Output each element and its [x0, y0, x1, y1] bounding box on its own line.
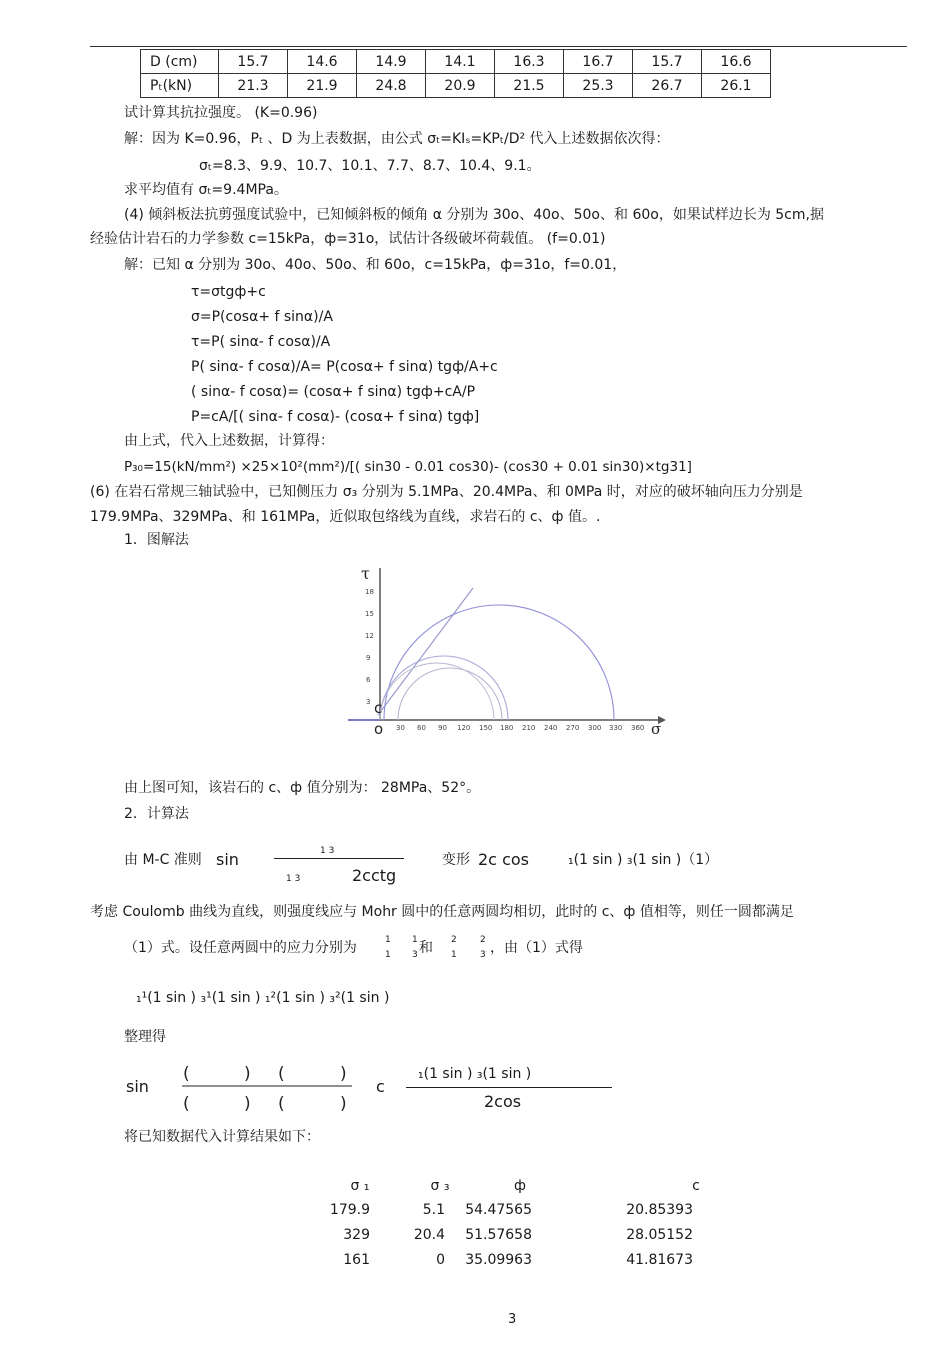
paren: ( — [278, 1094, 285, 1114]
result-header: σ ₁ — [350, 1178, 370, 1194]
table-row — [141, 74, 771, 98]
origin-label: o — [374, 720, 384, 738]
table-row-label: D (cm) — [141, 50, 219, 74]
table-cell: 14.1 — [426, 50, 495, 74]
text-line: （1）式。设任意两圆中的应力分别为 — [124, 940, 357, 956]
result-cell: 161 — [343, 1252, 370, 1268]
paren: ) — [244, 1094, 251, 1114]
x-tick-label: 270 — [566, 724, 580, 732]
paren: ) — [340, 1094, 347, 1114]
result-cell: 0 — [436, 1252, 445, 1268]
result-header: ф — [514, 1178, 526, 1194]
table-cell: 21.9 — [288, 74, 357, 98]
formula-sin: sin — [126, 1077, 149, 1096]
text-line: 由 M-C 准则 — [124, 852, 202, 868]
paren: ( — [183, 1064, 190, 1084]
y-tick-label: 3 — [366, 698, 371, 706]
text-line: σₜ=8.3、9.9、10.7、10.1、7.7、8.7、10.4、9.1。 — [199, 158, 541, 174]
y-tick-label: 18 — [365, 588, 374, 596]
table-cell: 14.9 — [357, 50, 426, 74]
result-cell: 20.4 — [413, 1227, 445, 1243]
text-line: (6) 在岩石常规三轴试验中，已知侧压力 σ₃ 分别为 5.1MPa、20.4MPa、和 0MPa 时，对应的破坏轴向压力分别是 — [90, 484, 803, 500]
formula-rhs: 2c cos — [478, 850, 529, 869]
sigma-sub: 1 — [451, 950, 457, 960]
result-cell: 41.81673 — [626, 1252, 693, 1268]
table-cell: 16.7 — [564, 50, 633, 74]
equation: P=cA/[( sinα- f cosα)- (cosα+ f sinα) tgф] — [191, 409, 480, 425]
table-cell: 20.9 — [426, 74, 495, 98]
paren: ) — [340, 1064, 347, 1084]
paren: ( — [278, 1064, 285, 1084]
equation: P( sinα- f cosα)/A= P(cosα+ f sinα) tgф/A+c — [191, 359, 498, 375]
fraction-bar — [274, 858, 404, 859]
text-line: P₃₀=15(kN/mm²) ×25×10²(mm²)/[( sin30 - 0.01 cos30)- (cos30 + 0.01 sin30)×tg31] — [124, 459, 692, 475]
text-line: 解：已知 α 分别为 30o、40o、50o、和 60o，c=15kPa，ф=31o，f=0.01， — [124, 257, 627, 273]
text-line: 将已知数据代入计算结果如下： — [124, 1129, 320, 1145]
text-line: 试计算其抗拉强度。 (K=0.96) — [124, 105, 318, 121]
table-cell: 26.7 — [633, 74, 702, 98]
result-cell: 329 — [343, 1227, 370, 1243]
result-cell: 5.1 — [422, 1202, 445, 1218]
table-cell: 25.3 — [564, 74, 633, 98]
text-line: 由上式，代入上述数据，计算得： — [124, 433, 334, 449]
equation: τ=P( sinα- f cosα)/A — [191, 334, 331, 350]
text-line: (4) 倾斜板法抗剪强度试验中，已知倾斜板的倾角 α 分别为 30o、40o、50o、和 60o，如果试样边长为 5cm,据 — [124, 207, 824, 223]
sigma-sub: 1 — [385, 950, 391, 960]
x-tick-label: 60 — [417, 724, 426, 732]
fraction-numerator: 1 3 — [320, 846, 335, 856]
y-tick-label: 15 — [365, 610, 374, 618]
x-tick-label: 210 — [522, 724, 536, 732]
text-line: 考虑 Coulomb 曲线为直线，则强度线应与 Mohr 圆中的任意两圆均相切，此时的 c、ф 值相等，则任一圆都满足 — [90, 904, 794, 920]
strength-envelope — [378, 588, 473, 715]
x-tick-label: 90 — [438, 724, 447, 732]
table-cell: 24.8 — [357, 74, 426, 98]
text-line: 179.9MPa、329MPa、和 161MPa，近似取包络线为直线，求岩石的 c、ф 值。. — [90, 509, 601, 525]
fraction-denominator-small: 1 3 — [286, 874, 301, 884]
x-tick-label: 300 — [588, 724, 602, 732]
c-label: c — [374, 699, 383, 717]
sigma-sup: 2 — [451, 935, 457, 945]
result-cell: 35.09963 — [465, 1252, 532, 1268]
x-tick-label: 180 — [500, 724, 514, 732]
x-tick-label: 30 — [396, 724, 405, 732]
table-cell: 15.7 — [219, 50, 288, 74]
sigma-sup: 1 — [385, 935, 391, 945]
table-row-label: Pₜ(kN) — [141, 74, 219, 98]
c-fraction-numerator: ₁(1 sin ) ₃(1 sin ) — [418, 1066, 532, 1082]
sigma-sub: 3 — [480, 950, 486, 960]
text-line: 解：因为 K=0.96，Pₜ 、D 为上表数据，由公式 σₜ=KIₛ=KPₜ/D² 代入上述数据依次得： — [124, 131, 670, 147]
page-number: 3 — [508, 1312, 517, 1327]
fraction-denominator: 2cctg — [352, 866, 397, 885]
y-tick-label: 9 — [366, 654, 371, 662]
equation: τ=σtgф+c — [191, 284, 266, 300]
formula-rhs-terms: ₁(1 sin ) ₃(1 sin )（1） — [568, 852, 719, 868]
text-line: 经验估计岩石的力学参数 c=15kPa，ф=31o，试估计各级破坏荷载值。 (f=0.01) — [90, 231, 606, 247]
table-cell: 21.3 — [219, 74, 288, 98]
text-line: 2．计算法 — [124, 806, 189, 822]
sigma-sup: 1 — [412, 935, 418, 945]
paren: ) — [244, 1064, 251, 1084]
result-cell: 20.85393 — [626, 1202, 693, 1218]
table-cell: 21.5 — [495, 74, 564, 98]
equation: ( sinα- f cosα)= (cosα+ f sinα) tgф+cA/P — [191, 384, 476, 400]
result-cell: 51.57658 — [465, 1227, 532, 1243]
sigma-axis-label: σ — [651, 720, 662, 738]
result-header: σ ₃ — [430, 1178, 450, 1194]
y-tick-label: 6 — [366, 676, 371, 684]
x-tick-label: 360 — [631, 724, 645, 732]
text-line: 由上图可知，该岩石的 c、ф 值分别为： 28MPa、52°。 — [124, 780, 481, 796]
x-tick-label: 120 — [457, 724, 471, 732]
result-header: c — [692, 1178, 700, 1194]
table-cell: 16.3 — [495, 50, 564, 74]
y-tick-label: 12 — [365, 632, 374, 640]
formula-c: c — [376, 1077, 385, 1096]
result-cell: 54.47565 — [465, 1202, 532, 1218]
x-tick-label: 240 — [544, 724, 558, 732]
x-tick-label: 330 — [609, 724, 623, 732]
sin-fraction — [180, 1058, 360, 1116]
c-fraction-denominator: 2cos — [484, 1092, 522, 1111]
mohr-circle-diagram — [340, 560, 670, 745]
x-tick-label: 150 — [479, 724, 493, 732]
text-line: ，由（1）式得 — [490, 940, 583, 956]
equation: σ=P(cosα+ f sinα)/A — [191, 309, 333, 325]
mohr-circle-inner — [380, 663, 494, 720]
result-cell: 28.05152 — [626, 1227, 693, 1243]
result-cell: 179.9 — [329, 1202, 370, 1218]
tau-axis-label: τ — [361, 564, 370, 583]
text-line: 1．图解法 — [124, 532, 189, 548]
table-cell: 15.7 — [633, 50, 702, 74]
fraction-bar — [406, 1087, 612, 1088]
top-rule — [90, 46, 907, 47]
text-line: 求平均值有 σₜ=9.4MPa。 — [124, 182, 288, 198]
formula-sin: sin — [216, 850, 239, 869]
mohr-circle-small — [398, 668, 502, 720]
data-table — [140, 49, 771, 98]
table-cell: 26.1 — [702, 74, 771, 98]
text-and: 和 — [419, 940, 433, 956]
text-line: 整理得 — [124, 1029, 166, 1045]
sigma-sup: 2 — [480, 935, 486, 945]
text-line: 变形 — [442, 852, 470, 868]
sigma-sub: 3 — [412, 950, 418, 960]
table-cell: 16.6 — [702, 50, 771, 74]
paren: ( — [183, 1094, 190, 1114]
table-row — [141, 50, 771, 74]
formula-row: ₁¹(1 sin ) ₃¹(1 sin ) ₁²(1 sin ) ₃²(1 sin ) — [136, 990, 390, 1006]
table-cell: 14.6 — [288, 50, 357, 74]
